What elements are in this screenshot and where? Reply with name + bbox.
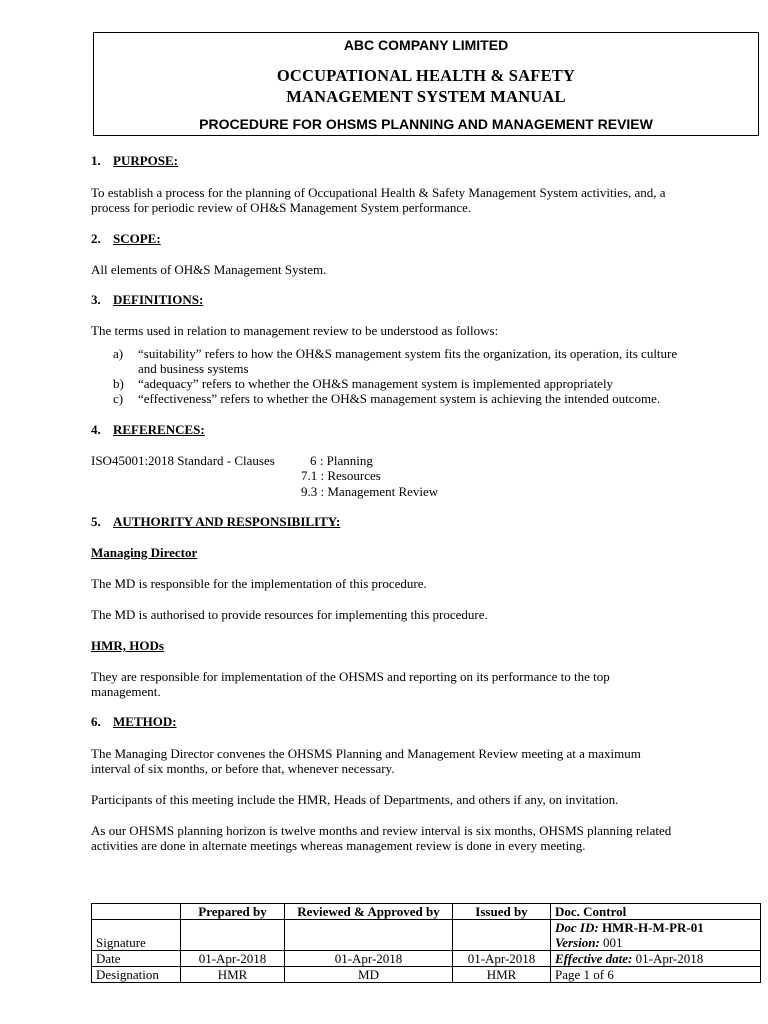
method-p3-line2: activities are done in alternate meetings whereas management review is done in every meeting.	[91, 838, 586, 853]
effective-date-value: 01-Apr-2018	[635, 951, 704, 966]
section-number: 5.	[91, 514, 101, 529]
scope-text: All elements of OH&S Management System.	[91, 262, 327, 277]
authority-heading	[91, 514, 340, 530]
section-title: PURPOSE:	[113, 153, 178, 168]
definition-text: and business systems	[138, 361, 249, 376]
section-title: SCOPE:	[113, 231, 161, 246]
reference-standard: ISO45001:2018 Standard - Clauses	[91, 453, 275, 468]
signature-row	[92, 920, 761, 951]
md-authority-text: The MD is authorised to provide resources for implementing this procedure.	[91, 607, 488, 622]
page-number: Page 1 of 6	[551, 967, 761, 983]
doc-id-version-cell	[551, 920, 761, 951]
date-issued: 01-Apr-2018	[453, 951, 551, 967]
effective-date-cell	[551, 951, 761, 967]
header-doc-control: Doc. Control	[551, 904, 761, 920]
designation-prepared: HMR	[181, 967, 285, 983]
header-issued-by: Issued by	[453, 904, 551, 920]
version-label: Version:	[555, 935, 600, 950]
md-responsibility-text: The MD is responsible for the implementation of this procedure.	[91, 576, 427, 591]
header-cell-empty	[92, 904, 181, 920]
designation-issued: HMR	[453, 967, 551, 983]
reference-clause: 9.3 : Management Review	[301, 484, 439, 499]
method-p1-line1: The Managing Director convenes the OHSMS Planning and Management Review meeting at a maximum	[91, 746, 641, 761]
date-row	[92, 951, 761, 967]
hmr-text-line2: management.	[91, 684, 161, 699]
manual-title-line2: MANAGEMENT SYSTEM MANUAL	[286, 87, 566, 106]
signature-label: Signature	[92, 920, 181, 951]
section-number: 3.	[91, 292, 101, 307]
section-title: METHOD:	[113, 714, 177, 729]
section-title: DEFINITIONS:	[113, 292, 204, 307]
references-heading	[91, 422, 205, 438]
section-number: 1.	[91, 153, 101, 168]
designation-row	[92, 967, 761, 983]
definitions-heading	[91, 292, 203, 308]
purpose-text-line2: process for periodic review of OH&S Management System performance.	[91, 200, 472, 215]
list-marker: c)	[113, 391, 124, 406]
date-reviewed: 01-Apr-2018	[285, 951, 453, 967]
md-subheading: Managing Director	[91, 545, 198, 560]
date-label: Date	[92, 951, 181, 967]
definitions-intro: The terms used in relation to management review to be understood as follows:	[91, 323, 499, 338]
company-name: ABC COMPANY LIMITED	[343, 37, 509, 53]
list-marker: b)	[113, 376, 124, 391]
hmr-subheading: HMR, HODs	[91, 638, 164, 653]
header-reviewed-approved-by: Reviewed & Approved by	[285, 904, 453, 920]
definition-text: “effectiveness” refers to whether the OH&S management system is achieving the intended outcome.	[138, 391, 661, 406]
signature-prepared	[181, 920, 285, 951]
list-marker: a)	[113, 346, 124, 361]
manual-title-line1: OCCUPATIONAL HEALTH & SAFETY	[276, 66, 576, 85]
designation-reviewed: MD	[285, 967, 453, 983]
date-prepared: 01-Apr-2018	[181, 951, 285, 967]
signature-issued	[453, 920, 551, 951]
section-number: 4.	[91, 422, 101, 437]
method-p2: Participants of this meeting include the HMR, Heads of Departments, and others if any, on invitation.	[91, 792, 619, 807]
section-title: REFERENCES:	[113, 422, 205, 437]
doc-id-label: Doc ID:	[555, 920, 599, 935]
section-title: AUTHORITY AND RESPONSIBILITY:	[113, 514, 341, 529]
designation-label: Designation	[92, 967, 181, 983]
reference-clause: 7.1 : Resources	[301, 468, 381, 483]
table-header-row	[92, 904, 761, 920]
hmr-text-line1: They are responsible for implementation of the OHSMS and reporting on its performance to the top	[91, 669, 610, 684]
section-number: 6.	[91, 714, 101, 729]
doc-id	[555, 920, 756, 935]
document-header	[93, 32, 759, 136]
header-prepared-by: Prepared by	[181, 904, 285, 920]
scope-heading	[91, 231, 161, 247]
method-heading	[91, 714, 177, 730]
reference-clause: 6 : Planning	[310, 453, 373, 468]
definition-text: “suitability” refers to how the OH&S management system fits the organization, its operation, its culture	[138, 346, 678, 361]
doc-id-value: HMR-H-M-PR-01	[601, 920, 704, 935]
document-control-table	[91, 903, 761, 983]
section-number: 2.	[91, 231, 101, 246]
signature-reviewed	[285, 920, 453, 951]
purpose-heading	[91, 153, 178, 169]
purpose-text-line1: To establish a process for the planning of Occupational Health & Safety Management System activities, and, a	[91, 185, 666, 200]
effective-date-label: Effective date:	[555, 951, 633, 966]
version	[555, 935, 756, 950]
method-p1-line2: interval of six months, or before that, whenever necessary.	[91, 761, 395, 776]
version-value: 001	[603, 935, 623, 950]
procedure-title: PROCEDURE FOR OHSMS PLANNING AND MANAGEMENT REVIEW	[199, 116, 653, 132]
definition-text: “adequacy” refers to whether the OH&S management system is implemented appropriately	[138, 376, 614, 391]
method-p3-line1: As our OHSMS planning horizon is twelve months and review interval is six months, OHSMS planning related	[91, 823, 672, 838]
